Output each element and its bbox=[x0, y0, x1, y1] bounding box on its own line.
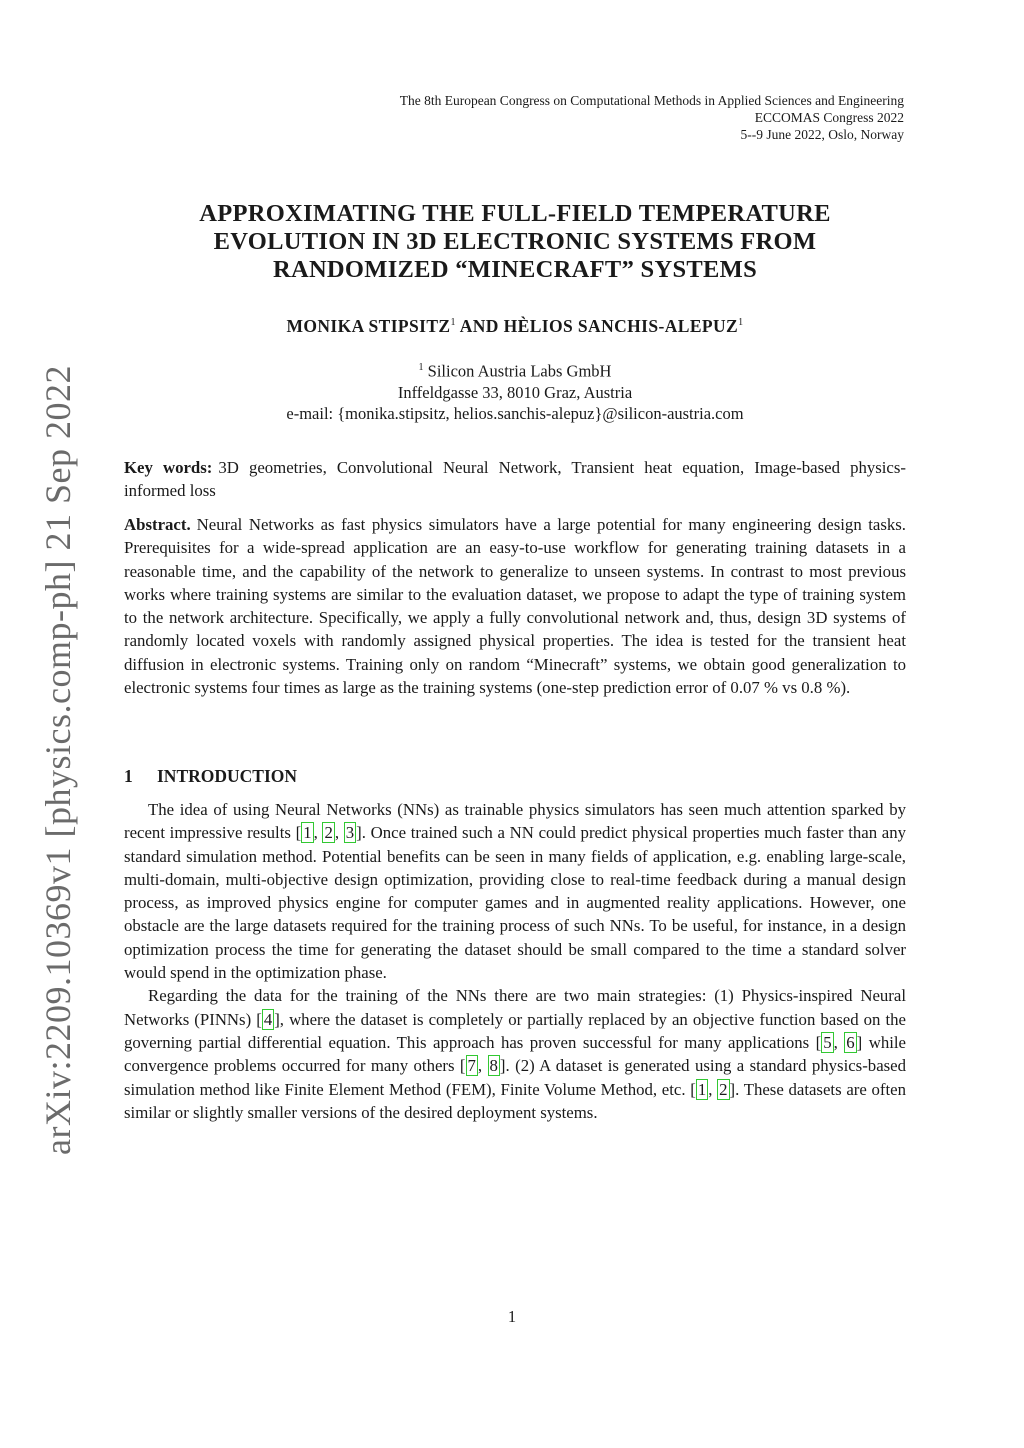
paper-title bbox=[124, 200, 906, 284]
affiliation-mark: 1 bbox=[418, 362, 424, 373]
paragraph-2 bbox=[124, 984, 906, 1124]
text-run: The idea of using Neural Networks (NNs) as trainable physics simulators has seen much attention sparked by recent impressive results [ bbox=[124, 800, 906, 843]
section-heading-introduction bbox=[124, 766, 906, 787]
author-1: MONIKA STIPSITZ bbox=[286, 316, 451, 336]
title-line-1: APPROXIMATING THE FULL-FIELD TEMPERATURE bbox=[199, 200, 831, 227]
citation-link[interactable]: 3 bbox=[345, 823, 355, 843]
arxiv-stamp: arXiv:2209.10369v1 [physics.comp-ph] 21 Sep 2022 bbox=[38, 365, 78, 1155]
keywords-text: 3D geometries, Convolutional Neural Network, Transient heat equation, Image-based physics-informed loss bbox=[124, 458, 906, 501]
citation-link[interactable]: 2 bbox=[324, 823, 333, 843]
affiliation-org: Silicon Austria Labs GmbH bbox=[427, 361, 612, 381]
citation-link[interactable]: 2 bbox=[719, 1079, 728, 1099]
conference-name: The 8th European Congress on Computational Methods in Applied Sciences and Engineering bbox=[399, 93, 904, 108]
section-number: 1 bbox=[124, 766, 133, 786]
text-run: ]. Once trained such a NN could predict physical properties much faster than any standard simulation method. Potential benefits can be seen in many fields of application, e.g. enabling large-scale, multi-domain, multi-objective design optimization, providing close to real-time feedback during a manual design process, as improved physics engine for computer games and in augmented reality applications. However, one obstacle are the large datasets required for the training process of such NNs. To be useful, for instance, in a design optimization process the time for generating the dataset should be small compared to the time a standard solver would spend in the optimization phase. bbox=[124, 823, 907, 983]
text-run: , bbox=[833, 1032, 845, 1052]
text-run: ], where the dataset is completely or partially replaced by an objective function based on the governing partial differential equation. This approach has proven successful for many applications [ bbox=[124, 1009, 907, 1052]
page-number: 1 bbox=[507, 1307, 517, 1326]
citation-link[interactable]: 8 bbox=[489, 1056, 498, 1076]
author-list bbox=[124, 316, 906, 337]
author-connector: AND bbox=[459, 316, 499, 336]
author-2: HÈLIOS SANCHIS-ALEPUZ bbox=[503, 316, 739, 336]
text-run: , bbox=[708, 1079, 718, 1099]
citation-link[interactable]: 4 bbox=[263, 1009, 273, 1029]
text-run: , bbox=[313, 823, 323, 843]
text-run: ] while convergence problems occurred for many others [ bbox=[124, 1032, 906, 1076]
text-run: , bbox=[477, 1056, 488, 1076]
text-run: , bbox=[334, 823, 344, 843]
paragraph-1 bbox=[124, 798, 906, 984]
citation-link[interactable]: 5 bbox=[823, 1032, 832, 1052]
keywords-label: Key words: bbox=[124, 458, 213, 477]
citation-link[interactable]: 7 bbox=[467, 1056, 476, 1076]
text-run: ]. These datasets are often similar or slightly smaller versions of the desired deployment systems. bbox=[124, 1079, 906, 1122]
section-title: INTRODUCTION bbox=[157, 766, 298, 786]
citation-link[interactable]: 1 bbox=[697, 1079, 707, 1099]
author-1-affiliation-mark: 1 bbox=[450, 317, 456, 329]
affiliation-email: e-mail: {monika.stipsitz, helios.sanchis-alepuz}@silicon-austria.com bbox=[286, 403, 744, 423]
abstract bbox=[124, 513, 906, 699]
title-line-3: RANDOMIZED “MINECRAFT” SYSTEMS bbox=[272, 256, 758, 283]
conference-header bbox=[264, 92, 904, 143]
keywords bbox=[124, 456, 906, 503]
abstract-label: Abstract. bbox=[124, 515, 191, 534]
introduction-body bbox=[124, 798, 906, 1124]
affiliation-block bbox=[124, 357, 906, 424]
text-run: ]. (2) A dataset is generated using a standard physics-based simulation method like Finite Element Method (FEM), Finite Volume Method, etc. [ bbox=[124, 1056, 907, 1099]
citation-link[interactable]: 6 bbox=[846, 1032, 855, 1052]
text-run: Regarding the data for the training of the NNs there are two main strategies: (1) Physics-inspired Neural Networks (PINNs) [ bbox=[124, 986, 906, 1029]
conference-date-location: 5--9 June 2022, Oslo, Norway bbox=[740, 127, 904, 142]
author-2-affiliation-mark: 1 bbox=[738, 317, 744, 329]
title-line-2: EVOLUTION IN 3D ELECTRONIC SYSTEMS FROM bbox=[213, 228, 817, 255]
affiliation-address: Inffeldgasse 33, 8010 Graz, Austria bbox=[397, 382, 633, 402]
citation-link[interactable]: 1 bbox=[303, 823, 312, 843]
conference-short: ECCOMAS Congress 2022 bbox=[754, 110, 904, 125]
abstract-text: Neural Networks as fast physics simulators have a large potential for many engineering design tasks. Prerequisites for a wide-spread application are an easy-to-use workflow for generating training datasets in a reasonable time, and the capability of the network to generalize to unseen systems. In contrast to most previous works where training systems are similar to the evaluation dataset, we propose to adapt the type of training system to the network architecture. Specifically, we apply a fully convolutional network and, thus, design 3D systems of randomly located voxels with randomly assigned physical properties. The idea is tested for the transient heat diffusion in electronic systems. Training only on random “Minecraft” systems, we obtain good generalization to electronic systems four times as large as the training systems (one-step prediction error of 0.07 % vs 0.8 %). bbox=[124, 515, 906, 698]
